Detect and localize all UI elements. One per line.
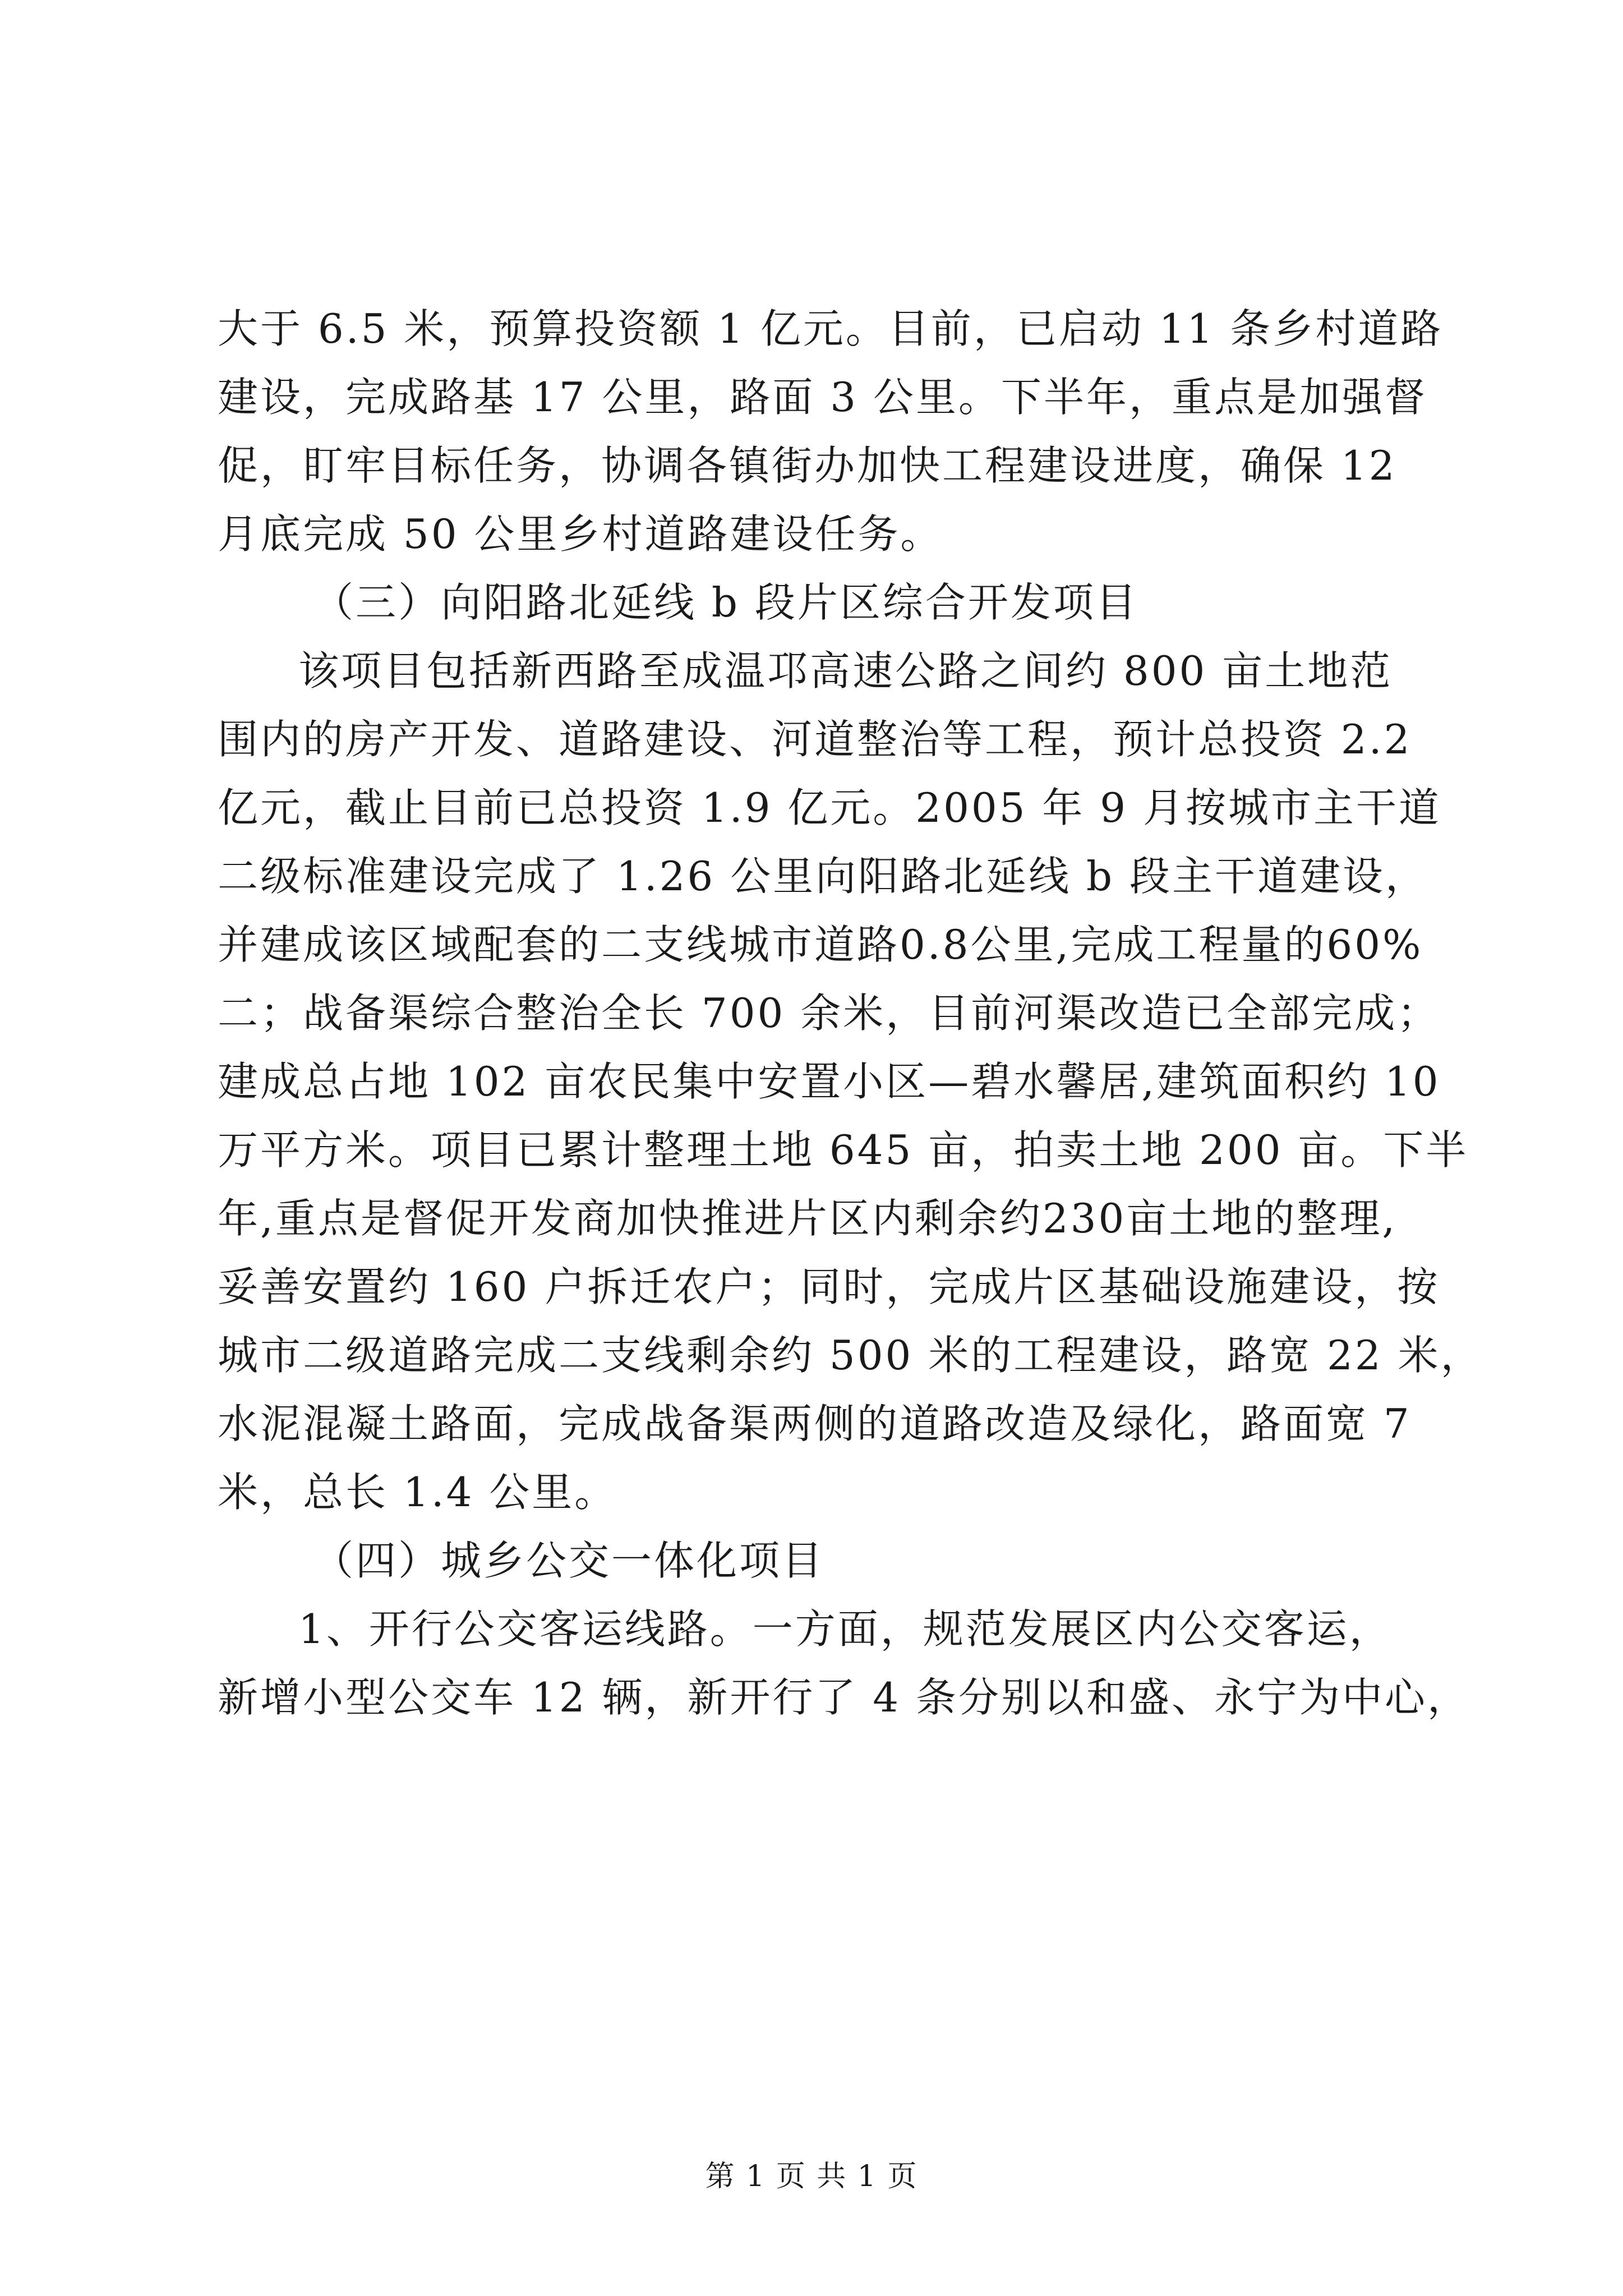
paragraph-line: 1、开行公交客运线路。一方面，规范发展区内公交客运， <box>298 1605 1392 1653</box>
paragraph-line: 围内的房产开发、道路建设、河道整治等工程，预计总投资 2.2 <box>218 716 1412 763</box>
paragraph-line: 二；战备渠综合整治全长 700 余米，目前河渠改造已全部完成； <box>218 990 1440 1037</box>
paragraph-line: 建成总占地 102 亩农民集中安置小区—碧水馨居,建筑面积约 10 <box>218 1058 1441 1105</box>
paragraph-line: 万平方米。项目已累计整理土地 645 亩，拍卖土地 200 亩。下半 <box>218 1126 1469 1174</box>
paragraph-line: 该项目包括新西路至成温邛高速公路之间约 800 亩土地范 <box>298 647 1393 694</box>
page-footer: 第 1 页 共 1 页 <box>705 2160 918 2193</box>
paragraph-line: 米，总长 1.4 公里。 <box>218 1469 617 1516</box>
paragraph-line: 月底完成 50 公里乡村道路建设任务。 <box>218 510 943 558</box>
paragraph-line: 二级标准建设完成了 1.26 公里向阳路北延线 b 段主干道建设， <box>218 853 1428 900</box>
paragraph-line: 水泥混凝土路面，完成战备渠两侧的道路改造及绿化，路面宽 7 <box>218 1400 1412 1447</box>
paragraph-line: 建设，完成路基 17 公里，路面 3 公里。下半年，重点是加强督 <box>218 374 1427 421</box>
paragraph-line: 年,重点是督促开发商加快推进片区内剩余约230亩土地的整理, <box>218 1195 1398 1242</box>
paragraph-line: 城市二级道路完成二支线剩余约 500 米的工程建设，路宽 22 米， <box>218 1332 1483 1379</box>
section-heading: （四）城乡公交一体化项目 <box>313 1537 825 1584</box>
section-heading: （三）向阳路北延线 b 段片区综合开发项目 <box>313 579 1138 626</box>
paragraph-line: 亿元，截止目前已总投资 1.9 亿元。2005 年 9 月按城市主干道 <box>218 784 1441 831</box>
paragraph-line: 促，盯牢目标任务，协调各镇街办加快工程建设进度，确保 12 <box>218 442 1397 489</box>
paragraph-line: 新增小型公交车 12 辆，新开行了 4 条分别以和盛、永宁为中心， <box>218 1674 1470 1721</box>
paragraph-line: 并建成该区域配套的二支线城市道路0.8公里,完成工程量的60% <box>218 921 1423 968</box>
document-body <box>218 295 1483 1732</box>
paragraph-line: 大于 6.5 米，预算投资额 1 亿元。目前，已启动 11 条乡村道路 <box>218 305 1444 352</box>
paragraph-line: 妥善安置约 160 户拆迁农户；同时，完成片区基础设施建设，按 <box>218 1263 1440 1310</box>
